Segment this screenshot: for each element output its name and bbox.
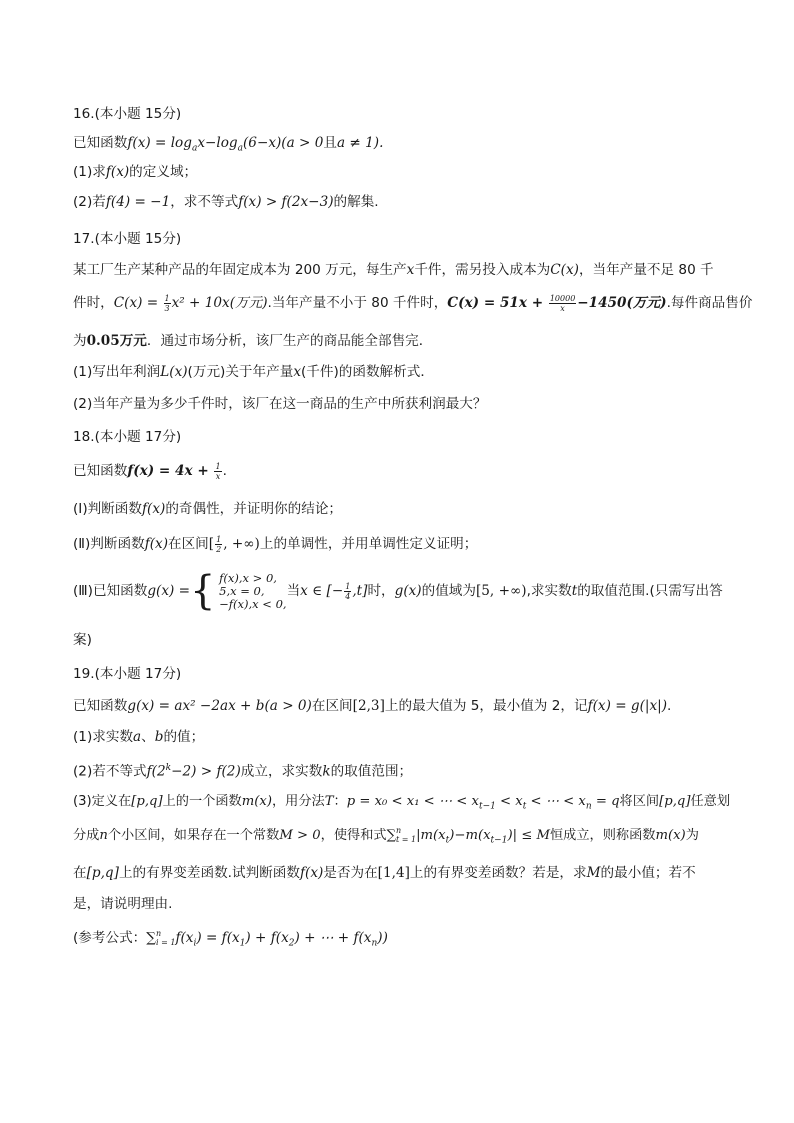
piecewise-function: { f(x),x > 0, 5,x = 0, −f(x),x < 0, — [190, 568, 287, 614]
q17-line3: 为0.05万元．通过市场分析，该厂生产的商品能全部售完． — [73, 333, 433, 349]
q16-part1: (1)求f(x)的定义域； — [73, 164, 198, 180]
left-brace: { — [190, 568, 216, 614]
q19-part1: (1)求实数a、b的值； — [73, 729, 205, 745]
q17-part1: (1)写出年利润L(x)(万元)关于年产量x(千件)的函数解析式． — [73, 364, 434, 380]
q19-part2: (2)若不等式$f(2^k-2) > f(2)$成立，求实数k的取值范围； — [73, 763, 413, 780]
q17-fraction-third: $\frac{1}{3}$ — [164, 293, 170, 313]
q17-fraction-10000: $\frac{10000}{x}$ — [549, 293, 576, 313]
q19-part3-line3: 在[p,q]上的有界变差函数.试判断函数f(x)是否为在[1,4]上的有界变差函数？若是，求M的最小值；若不 — [73, 865, 696, 881]
q18-part3: (Ⅲ)已知函数 g(x) = { f(x),x > 0, 5,x = 0, −f(x),x < 0, 当 x ∈ [− $\frac{1}{4}$ ,t] 时， g(x) 的值域为 [5, +∞) ,求实数 t 的取值范围.(只需写出答 — [73, 568, 723, 614]
q16-stem: 已知函数$f(x) = \log_ax-\log_a(6-x)(a > 0$且a ≠ 1). — [73, 135, 384, 154]
q19-part3-line2: 分成n个小区间，如果存在一个常数M > 0，使得和式∑ n t = 1 $|m(x_t)-m(x_{t-1})| \le M$恒成立，则称函数m(x)为 — [73, 826, 699, 846]
q16-header: 16.(本小题 15分) — [73, 106, 182, 122]
q18-part2: (Ⅱ)判断函数f(x)在区间[ $\frac{1}{2}$ , +∞)上的单调性，并用单调性定义证明； — [73, 534, 478, 554]
q17-part2: (2)当年产量为多少千件时，该厂在这一商品的生产中所获利润最大？ — [73, 396, 487, 412]
q18-fraction-half: $\frac{1}{2}$ — [216, 534, 222, 554]
q18-header: 18.(本小题 17分) — [73, 429, 182, 445]
q19-header: 19.(本小题 17分) — [73, 666, 182, 682]
q18-part1: (Ⅰ)判断函数f(x)的奇偶性，并证明你的结论； — [73, 501, 343, 517]
q17-header: 17.(本小题 15分) — [73, 231, 182, 247]
q19-stem: 已知函数g(x) = ax² −2ax + b(a > 0)在区间[2,3]上的最大值为 5，最小值为 2，记f(x) = g(|x|). — [73, 698, 672, 714]
q18-fraction-1-over-x: $\frac{1}{x}$ — [215, 461, 221, 481]
q19-part3-line1: (3)定义在[p,q]上的一个函数m(x)，用分法T：p = x₀ < x₁ < ⋯ < $x_{t-1} < x_t$ < ⋯ < $x_n = q$将区间[p,q]任意划 — [73, 794, 731, 812]
q19-part3-line4: 是，请说明理由. — [73, 896, 173, 912]
q17-line1: 某工厂生产某种产品的年固定成本为 200 万元，每生产x千件，需另投入成本为C(x)，当年产量不足 80 千 — [73, 262, 714, 278]
q18-fraction-quarter: $\frac{1}{4}$ — [345, 581, 351, 601]
q18-part3-cont: 案) — [73, 632, 92, 648]
q17-line2: 件时，C(x) = $\frac{1}{3}$ x² + 10x(万元).当年产量不小于 80 千件时，C(x) = 51x + $\frac{10000}{x}$ −1450(万元).每件商品售价 — [73, 293, 753, 313]
q19-reference-formula: (参考公式：∑ n i = 1 $f(x_i) = f(x_1) + f(x_2)$ + ⋯ + $f(x_n)$) — [73, 929, 388, 949]
q16-part2: (2)若f(4) = −1，求不等式f(x) > f(2x−3)的解集. — [73, 194, 379, 210]
q18-stem: 已知函数f(x) = 4x + $\frac{1}{x}$ . — [73, 461, 227, 481]
